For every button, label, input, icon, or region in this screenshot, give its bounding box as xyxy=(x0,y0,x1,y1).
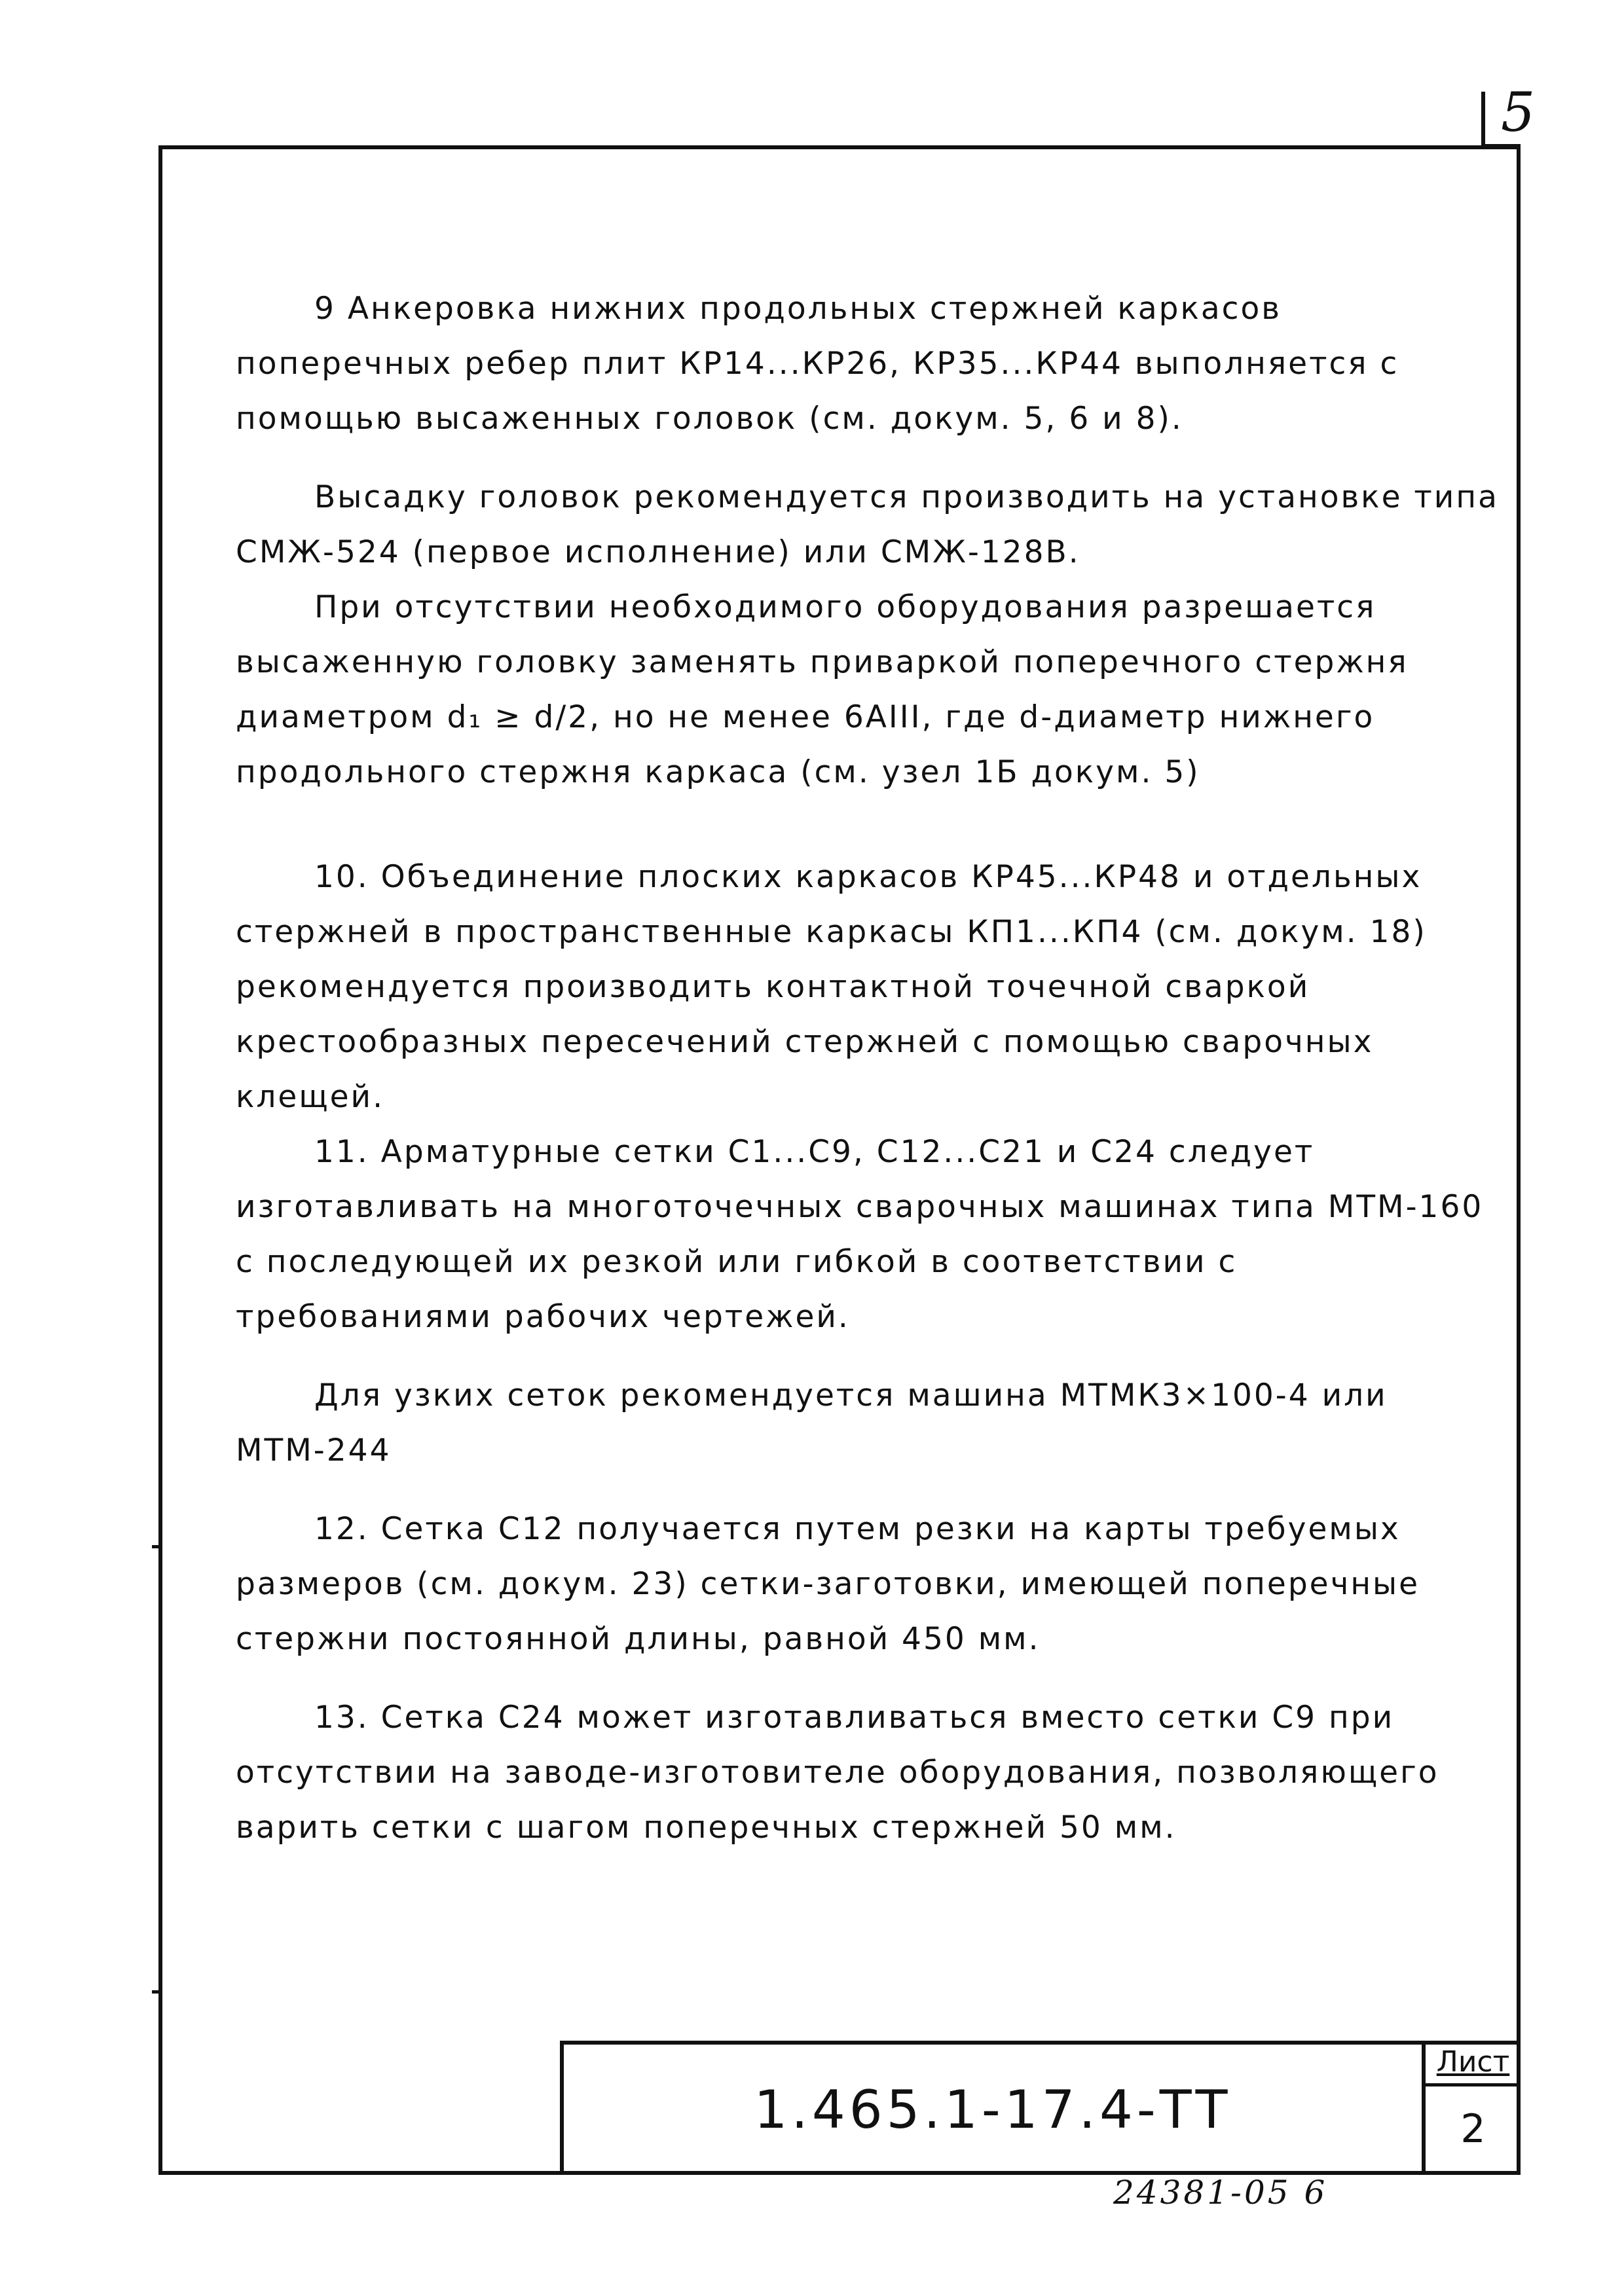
paragraph-10: 10. Объединение плоских каркасов КР45...КР48 и отдельных стержней в пространственные каркасы КП1...КП4 (см. докум. 18) рекомендуется производить контактной точечной сваркой крестообразных пересечений стержней с помощью сварочных клещей. xyxy=(236,859,1427,1115)
margin-tick xyxy=(152,1990,161,1994)
paragraph-9-anchoring: 9 Анкеровка нижних продольных стержней каркасов поперечных ребер плит КР14...КР26, КР35...КР44 выполняется с помощью высаженных головок (см. докум. 5, 6 и 8). xyxy=(236,291,1399,437)
page-mark: 5 xyxy=(1501,82,1536,144)
title-block xyxy=(560,2041,1521,2175)
paragraph-12: 12. Сетка С12 получается путем резки на карты требуемых размеров (см. докум. 23) сетки-заготовки, имеющей поперечные стержни постоянной длины, равной 450 мм. xyxy=(236,1511,1420,1657)
paragraph-9-substitution: При отсутствии необходимого оборудования разрешается высаженную головку заменять приваркой поперечного стержня диаметром d₁ ≥ d/2, но не менее 6АIII, где d-диаметр нижнего продольного стержня каркаса (см. узел 1Б докум. 5) xyxy=(236,589,1409,790)
margin-tick xyxy=(152,1545,161,1548)
paragraph-9-upsetting: Высадку головок рекомендуется производить на установке типа СМЖ-524 (первое исполнение) или СМЖ-128В. xyxy=(236,479,1499,570)
document-designation: 1.465.1-17.4-ТТ xyxy=(754,2079,1232,2140)
archive-number: 24381-05 6 xyxy=(1113,2174,1328,2212)
sheet-number: 2 xyxy=(1460,2105,1486,2152)
paragraph-13: 13. Сетка С24 может изготавливаться вместо сетки С9 при отсутствии на заводе-изготовителе оборудования, позволяющего варить сетки с шагом поперечных стержней 50 мм. xyxy=(236,1700,1439,1846)
paragraph-11-narrow-meshes: Для узких сеток рекомендуется машина МТМК3×100-4 или МТМ-244 xyxy=(236,1377,1388,1468)
corner-tick-mark xyxy=(1481,92,1485,148)
corner-underline xyxy=(1481,144,1521,147)
sheet-label: Лист xyxy=(1426,2041,1521,2086)
notes-body xyxy=(236,282,1500,1855)
paragraph-11: 11. Арматурные сетки С1...С9, С12...С21 и С24 следует изготавливать на многоточечных сварочных машинах типа МТМ-160 с последующей их резкой или гибкой в соответствии с требованиями рабочих чертежей. xyxy=(236,1134,1484,1335)
sheet-cell xyxy=(1422,2041,1521,2175)
